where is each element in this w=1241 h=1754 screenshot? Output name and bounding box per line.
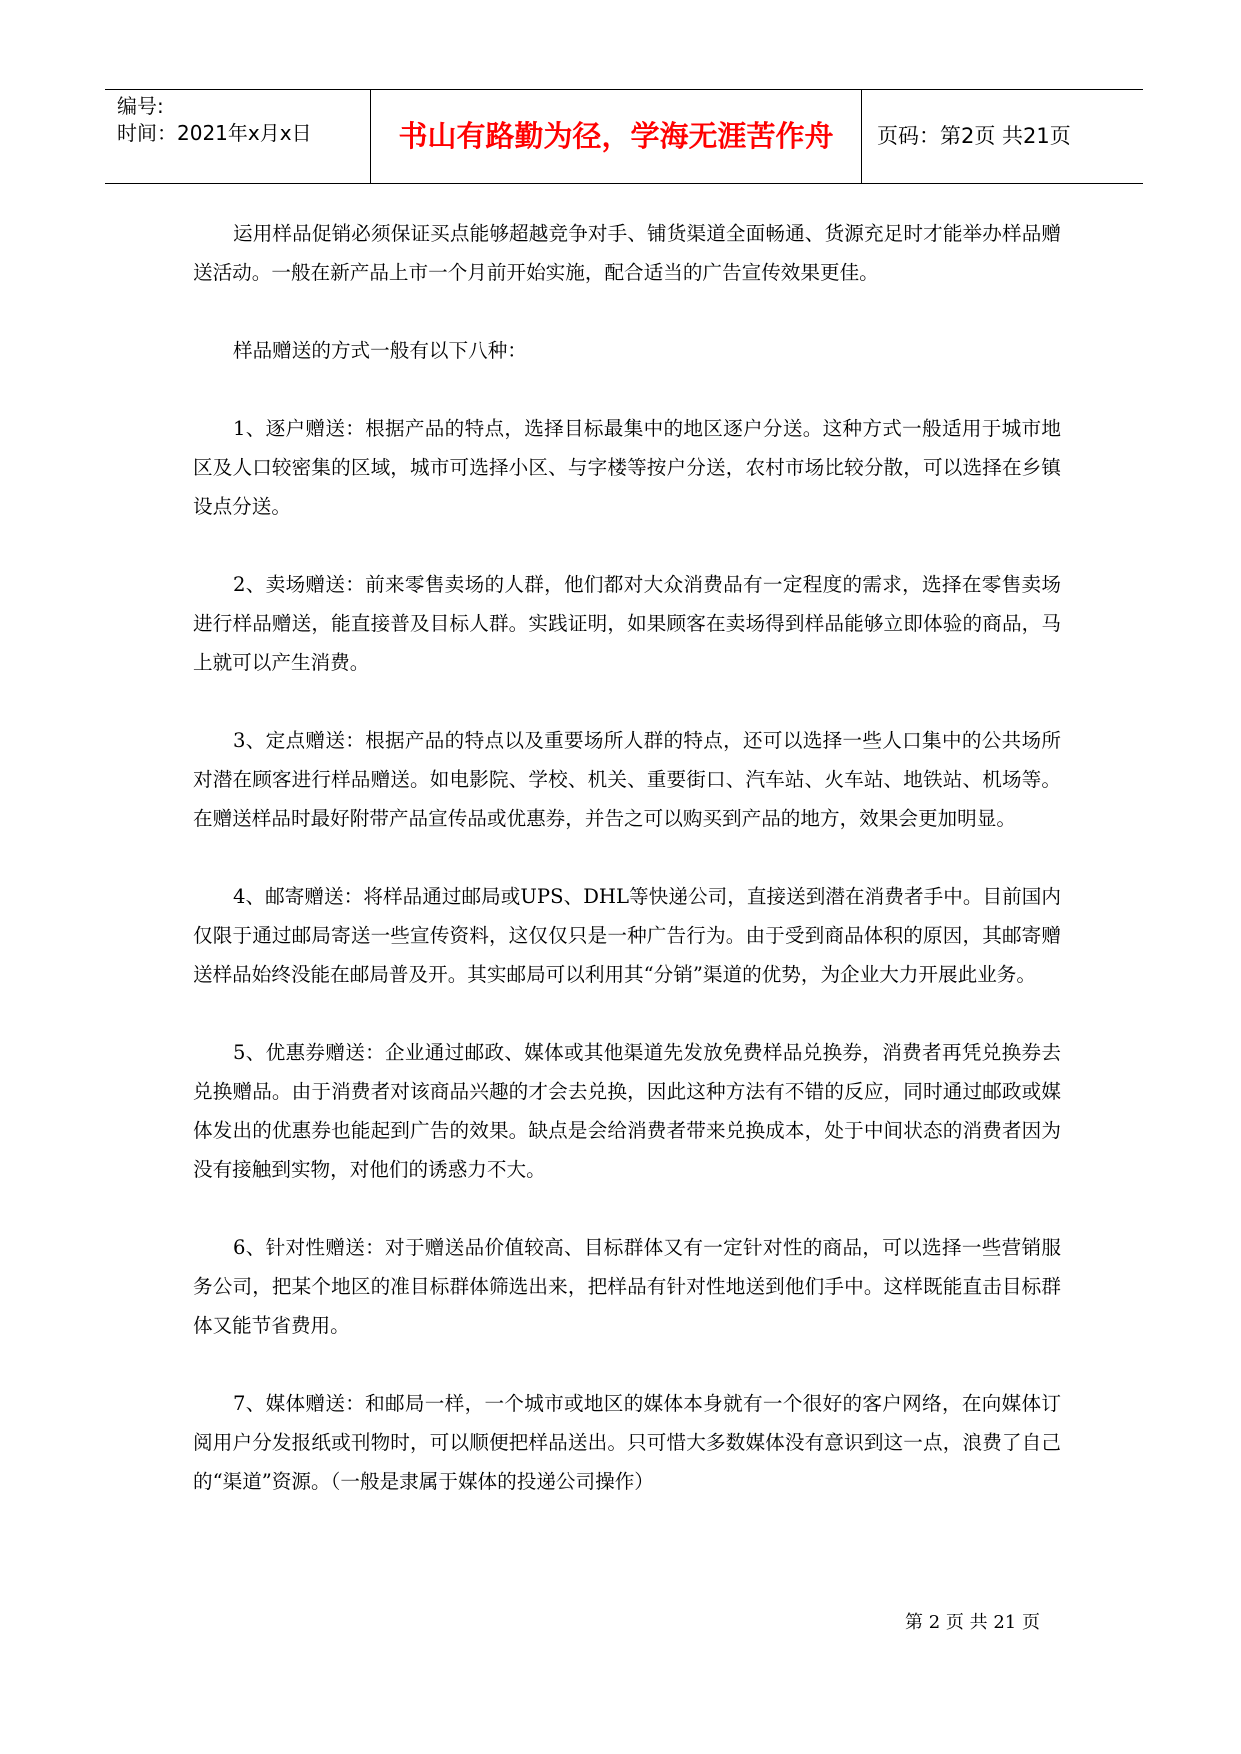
paragraph-method-5: 5、优惠券赠送：企业通过邮政、媒体或其他渠道先发放免费样品兑换券，消费者再凭兑换券去兑换赠品。由于消费者对该商品兴趣的才会去兑换，因此这种方法有不错的反应，同时通过邮政或媒体发出的优惠券也能起到广告的效果。缺点是会给消费者带来兑换成本，处于中间状态的消费者因为没有接触到实物，对他们的诱惑力不大。: [193, 1041, 1061, 1181]
paragraph-method-4: 4、邮寄赠送：将样品通过邮局或UPS、DHL等快递公司，直接送到潜在消费者手中。目前国内仅限于通过邮局寄送一些宣传资料，这仅仅只是一种广告行为。由于受到商品体积的原因，其邮寄赠送样品始终没能在邮局普及开。其实邮局可以利用其“分销”渠道的优势，为企业大力开展此业务。: [193, 885, 1061, 986]
document-header: [105, 89, 1143, 184]
page-footer: 第 2 页 共 21 页: [905, 1612, 1040, 1633]
paragraph-intro: 运用样品促销必须保证买点能够超越竞争对手、铺货渠道全面畅通、货源充足时才能举办样品赠送活动。一般在新产品上市一个月前开始实施，配合适当的广告宣传效果更佳。: [193, 222, 1061, 284]
paragraph-method-2: 2、卖场赠送：前来零售卖场的人群，他们都对大众消费品有一定程度的需求，选择在零售卖场进行样品赠送，能直接普及目标人群。实践证明，如果顾客在卖场得到样品能够立即体验的商品，马上就可以产生消费。: [193, 573, 1061, 674]
paragraph-method-6: 6、针对性赠送：对于赠送品价值较高、目标群体又有一定针对性的商品，可以选择一些营销服务公司，把某个地区的准目标群体筛选出来，把样品有针对性地送到他们手中。这样既能直击目标群体又能节省费用。: [193, 1236, 1061, 1337]
paragraph-methods-heading: 样品赠送的方式一般有以下八种：: [233, 339, 527, 362]
header-left-cell: [105, 90, 370, 183]
paragraph-method-7: 7、媒体赠送：和邮局一样，一个城市或地区的媒体本身就有一个很好的客户网络，在向媒体订阅用户分发报纸或刊物时，可以顺便把样品送出。只可惜大多数媒体没有意识到这一点，浪费了自己的“渠道”资源。（一般是隶属于媒体的投递公司操作）: [193, 1392, 1061, 1493]
document-body: [193, 214, 1061, 1540]
document-number-label: 编号:: [117, 94, 164, 118]
paragraph-method-3: 3、定点赠送：根据产品的特点以及重要场所人群的特点，还可以选择一些人口集中的公共场所对潜在顾客进行样品赠送。如电影院、学校、机关、重要街口、汽车站、火车站、地铁站、机场等。在赠送样品时最好附带产品宣传品或优惠券，并告之可以购买到产品的地方，效果会更加明显。: [193, 729, 1061, 830]
header-motto: 书山有路勤为径，学海无涯苦作舟: [398, 119, 834, 153]
header-motto-cell: [370, 90, 862, 183]
header-page-info: 页码：第2页 共21页: [877, 124, 1071, 148]
header-page-cell: [862, 90, 1143, 183]
paragraph-method-1: 1、逐户赠送：根据产品的特点，选择目标最集中的地区逐户分送。这种方式一般适用于城市地区及人口较密集的区域，城市可选择小区、与字楼等按户分送，农村市场比较分散，可以选择在乡镇设点分送。: [193, 417, 1061, 518]
document-time-label: 时间：2021年x月x日: [117, 121, 312, 145]
